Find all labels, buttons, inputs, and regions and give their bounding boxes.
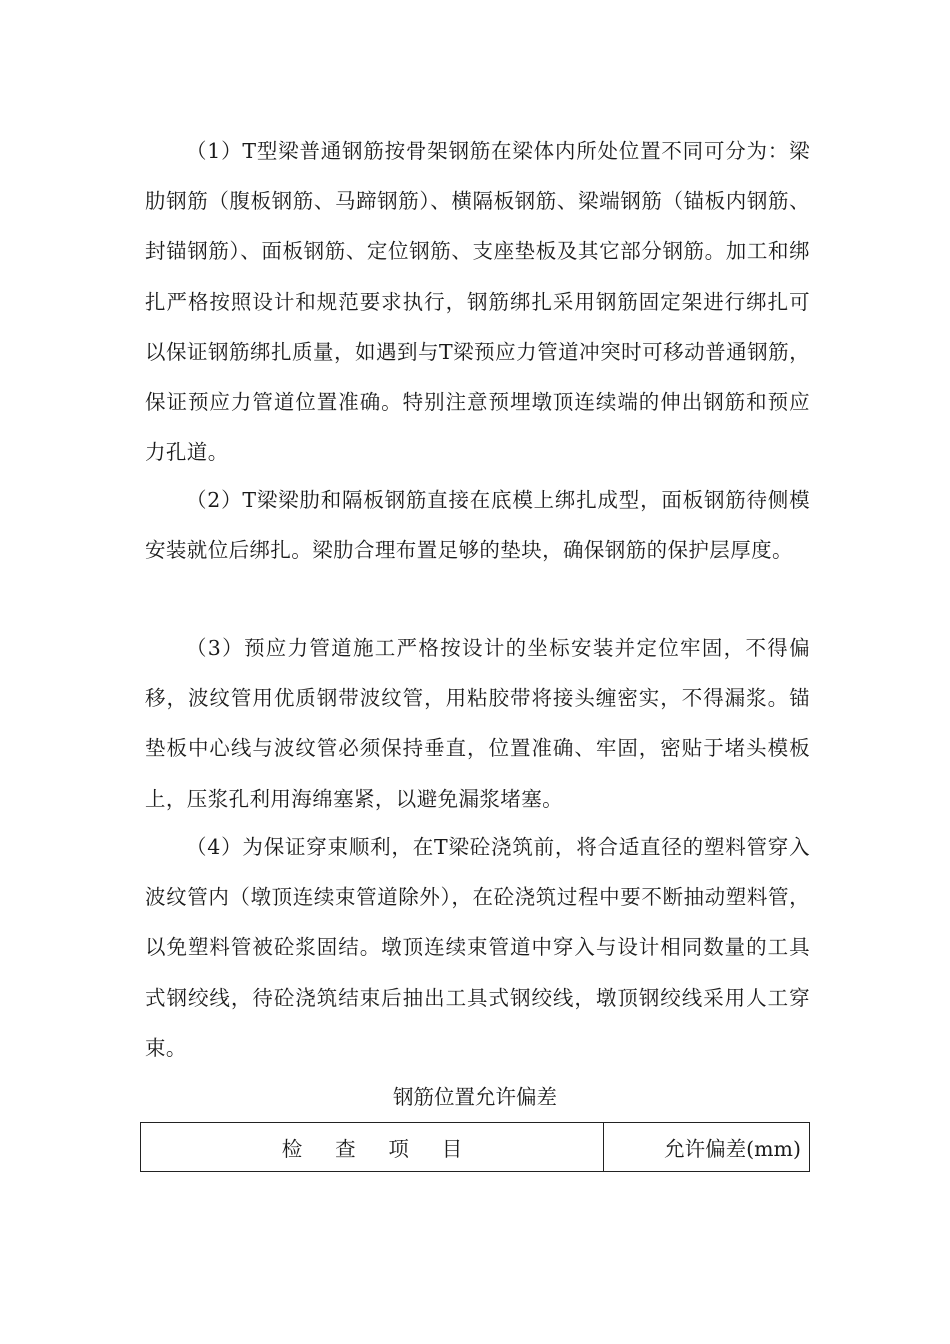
table-header-row <box>141 1123 810 1172</box>
paragraph-2: （2）T梁梁肋和隔板钢筋直接在底模上绑扎成型，面板钢筋待侧模安装就位后绑扎。梁肋合理布置足够的垫块，确保钢筋的保护层厚度。 <box>145 488 810 563</box>
paragraph-4: （4）为保证穿束顺利，在T梁砼浇筑前，将合适直径的塑料管穿入波纹管内（墩顶连续束管道除外），在砼浇筑过程中要不断抽动塑料管，以免塑料管被砼浆固结。墩顶连续束管道中穿入与设计相同数量的工具式钢绞线，待砼浇筑结束后抽出工具式钢绞线，墩顶钢绞线采用人工穿束。 <box>145 835 810 1060</box>
paragraph-3: （3）预应力管道施工严格按设计的坐标安装并定位牢固，不得偏移，波纹管用优质钢带波纹管，用粘胶带将接头缠密实，不得漏浆。锚垫板中心线与波纹管必须保持垂直，位置准确、牢固，密贴于堵头模板上，压浆孔利用海绵塞紧，以避免漏浆堵塞。 <box>145 636 810 811</box>
paragraph-1: （1）T型梁普通钢筋按骨架钢筋在梁体内所处位置不同可分为：梁肋钢筋（腹板钢筋、马蹄钢筋）、横隔板钢筋、梁端钢筋（锚板内钢筋、封锚钢筋）、面板钢筋、定位钢筋、支座垫板及其它部分钢筋。加工和绑扎严格按照设计和规范要求执行，钢筋绑扎采用钢筋固定架进行绑扎可以保证钢筋绑扎质量，如遇到与T梁预应力管道冲突时可移动普通钢筋，保证预应力管道位置准确。特别注意预埋墩顶连续端的伸出钢筋和预应力孔道。 <box>145 139 810 465</box>
header-tolerance: 允许偏差(mm) <box>604 1123 810 1172</box>
tolerance-table <box>140 1122 810 1172</box>
table-caption: 钢筋位置允许偏差 <box>393 1085 557 1109</box>
header-check-item: 检查项目 <box>141 1123 604 1172</box>
